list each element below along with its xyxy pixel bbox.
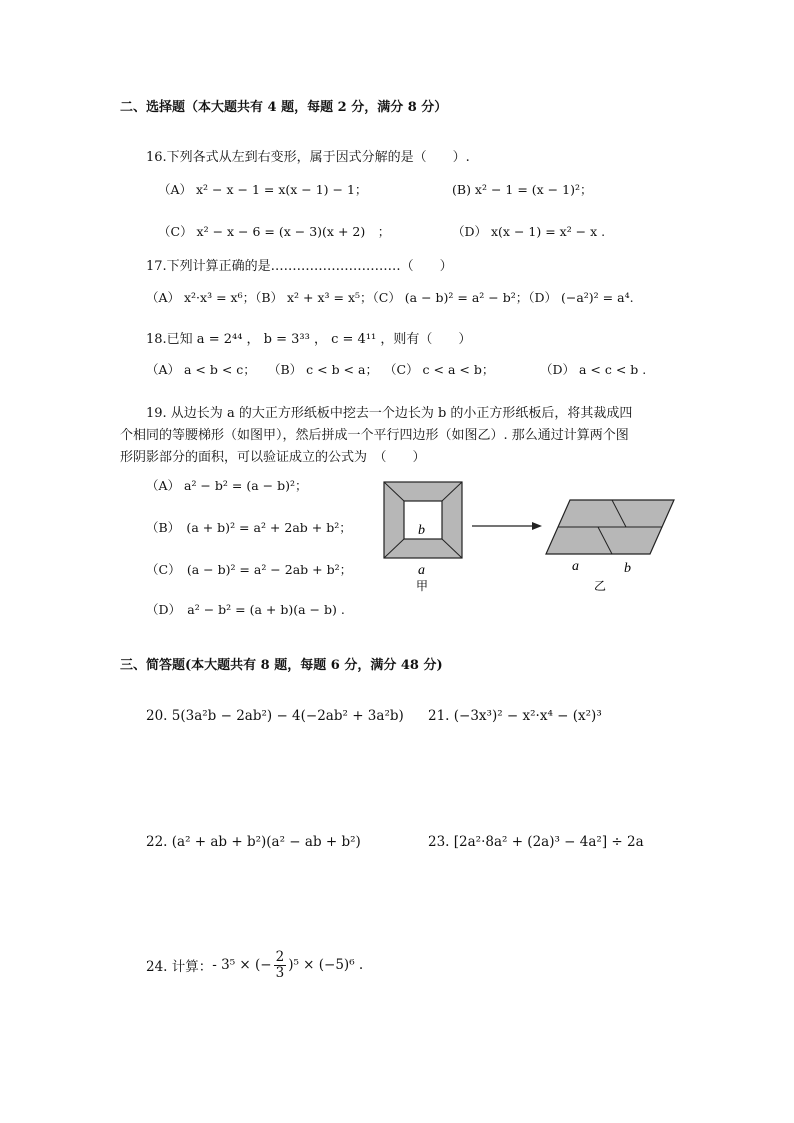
label-a-parallelogram: a [572,559,579,574]
q19-option-c: （C） (a − b)² = a² − 2ab + b²； [146,562,353,577]
q18-option-d: （D） a < c < b . [540,362,647,377]
q19-line-1: 19. 从边长为 a 的大正方形纸板中挖去一个边长为 b 的小正方形纸板后，将其裁成四 [146,406,633,421]
q18-option-b: （B） c < b < a； [268,362,378,377]
q24-expression [146,950,363,981]
q19-option-d: （D） a² − b² = (a + b)(a − b) . [146,602,345,617]
q24-numerator: 2 [275,949,285,965]
label-b-parallelogram: b [624,561,631,576]
q16-option-a: （A） x² − x − 1 = x(x − 1) − 1； [158,182,368,197]
q16-option-d: （D） x(x − 1) = x² − x . [452,224,606,239]
q24-fraction [274,950,287,981]
q18-option-a: （A） a < b < c； [146,362,256,377]
q20-expression: 20. 5(3a²b − 2ab²) − 4(−2ab² + 3a²b) [146,708,404,724]
q19-option-a: （A） a² − b² = (a − b)²； [146,478,308,493]
section-3-title: 三、简答题(本大题共有 8 题，每题 6 分，满分 48 分) [120,658,443,673]
q24-denominator: 3 [275,964,285,981]
q19-line-2: 个相同的等腰梯形（如图甲），然后拼成一个平行四边形（如图乙）. 那么通过计算两个图 [120,428,629,443]
q18-option-c: （C） c < a < b； [384,362,495,377]
q19-figure [370,470,690,600]
arrow-icon [472,522,542,530]
label-yi: 乙 [594,579,607,593]
q24-left: - 3⁵ × (− [212,957,272,974]
q16-stem: 16.下列各式从左到右变形，属于因式分解的是（ ）. [146,150,470,165]
label-a-big: a [418,563,425,578]
section-2-title: 二、选择题（本大题共有 4 题，每题 2 分，满分 8 分） [120,100,448,115]
q18-stem: 18.已知 a = 2⁴⁴ ， b = 3³³ ， c = 4¹¹ ，则有（ ） [146,332,472,347]
q22-expression: 22. (a² + ab + b²)(a² − ab + b²) [146,834,361,850]
label-jia: 甲 [416,579,429,593]
q21-expression: 21. (−3x³)² − x²·x⁴ − (x²)³ [428,708,602,724]
q17-stem: 17.下列计算正确的是…………………………（ ） [146,259,453,274]
q17-options: （A） x²·x³ = x⁶；（B） x² + x³ = x⁵；（C） (a − b)² = a² − b²；（D） (−a²)² = a⁴. [146,290,634,305]
q24-prefix: 24. 计算： [146,959,213,976]
q16-option-c: （C） x² − x − 6 = (x − 3)(x + 2) ； [158,224,391,239]
label-b-small: b [418,523,425,538]
figure-yi-parallelogram [546,500,674,554]
q19-option-b: （B） (a + b)² = a² + 2ab + b²； [146,520,352,535]
q23-expression: 23. [2a²·8a² + (2a)³ − 4a²] ÷ 2a [428,834,644,850]
q16-option-b: (B) x² − 1 = (x − 1)²； [452,182,593,197]
q24-right: )⁵ × (−5)⁶ . [288,957,364,974]
q19-line-3: 形阴影部分的面积，可以验证成立的公式为 （ ） [120,450,426,465]
figure-jia-square [384,482,462,558]
